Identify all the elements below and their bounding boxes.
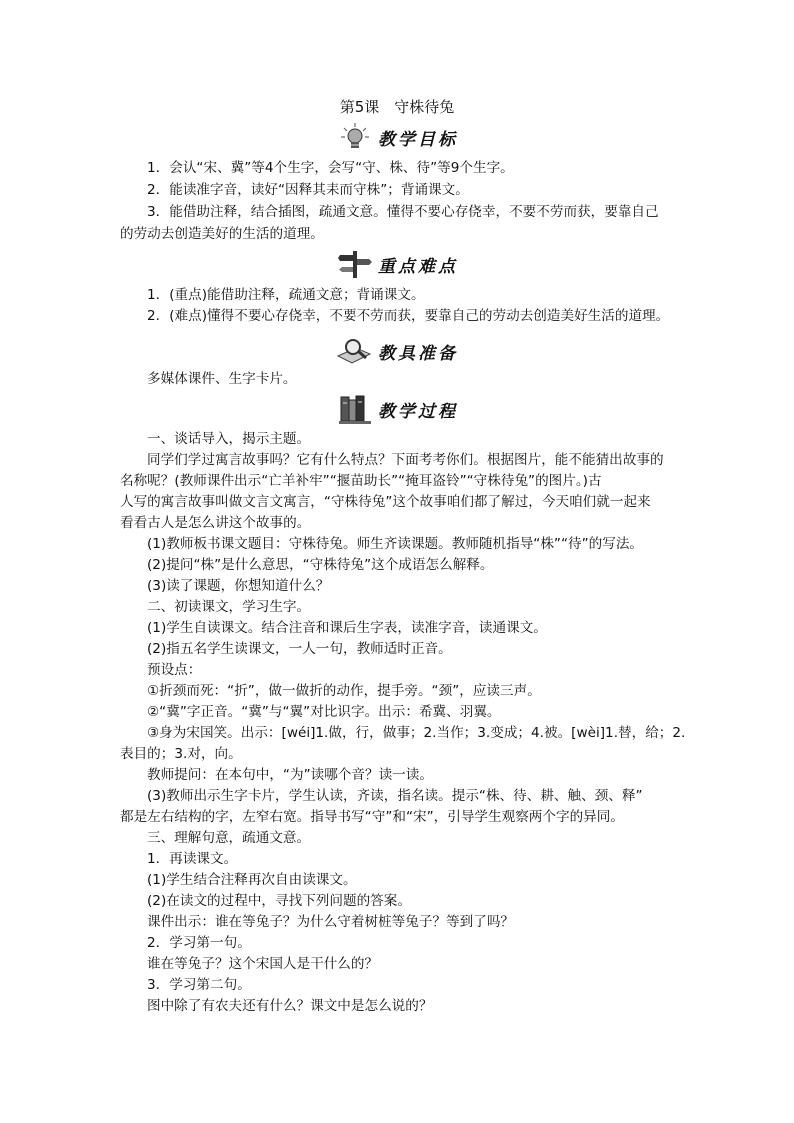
section-header-keypoints bbox=[0, 247, 794, 281]
goal-line: 2．能读准字音，读好“因释其耒而守株”；背诵课文。 bbox=[147, 182, 469, 198]
process-line: 谁在等兔子？这个宋国人是干什么的？ bbox=[147, 956, 379, 972]
process-line: ③身为宋国笑。出示：[wéi]1.做，行，做事；2.当作；3.变成；4.被。[wèi]1.替，给；2. bbox=[147, 725, 686, 741]
process-line: (1)学生结合注释再次自由读课文。 bbox=[147, 872, 357, 888]
materials-line: 多媒体课件、生字卡片。 bbox=[147, 371, 297, 387]
section-title: 教学过程 bbox=[378, 401, 458, 422]
process-line: (1)学生自读课文。结合注音和课后生字表，读准字音，读通课文。 bbox=[147, 620, 547, 636]
process-line: (2)在读文的过程中，寻找下列问题的答案。 bbox=[147, 893, 411, 909]
process-line: 预设点： bbox=[147, 662, 202, 678]
process-line: (2)提问“株”是什么意思，“守株待兔”这个成语怎么解释。 bbox=[147, 557, 494, 573]
process-line: 图中除了有农夫还有什么？课文中是怎么说的？ bbox=[147, 998, 433, 1014]
section-header-process bbox=[0, 392, 794, 426]
process-line: 同学们学过寓言故事吗？它有什么特点？下面考考你们。根据图片，能不能猜出故事的 bbox=[147, 452, 664, 468]
process-line: 2．学习第一句。 bbox=[147, 935, 251, 951]
section-header-goals bbox=[0, 120, 794, 154]
section-header-materials bbox=[0, 334, 794, 368]
process-heading: 一、谈话导入，揭示主题。 bbox=[147, 431, 311, 447]
process-line: 3．学习第二句。 bbox=[147, 977, 251, 993]
process-heading: 三、理解句意，疏通文意。 bbox=[147, 830, 311, 846]
process-line: (1)教师板书课文题目：守株待兔。师生齐读课题。教师随机指导“株”“待”的写法。 bbox=[147, 536, 644, 552]
process-line: 看看古人是怎么讲这个故事的。 bbox=[120, 515, 311, 531]
section-title: 教学目标 bbox=[378, 129, 458, 150]
process-line: (3)读了课题，你想知道什么？ bbox=[147, 578, 330, 594]
process-line: 课件出示：谁在等兔子？为什么守着树桩等兔子？等到了吗？ bbox=[147, 914, 515, 930]
process-heading: 二、初读课文，学习生字。 bbox=[147, 599, 311, 615]
process-line: ②“冀”字正音。“冀”与“翼”对比识字。出示：希冀、羽翼。 bbox=[147, 704, 501, 720]
lightbulb-icon bbox=[336, 121, 374, 153]
process-line: 教师提问：在本句中，“为”读哪个音？读一读。 bbox=[147, 767, 433, 783]
goal-line: 3．能借助注释，结合插图，疏通文意。懂得不要心存侥幸，不要不劳而获，要靠自己 bbox=[147, 204, 659, 220]
goal-line: 1．会认“宋、冀”等4个生字，会写“守、株、待”等9个生字。 bbox=[147, 160, 514, 176]
keypoint-line: 1．(重点)能借助注释，疏通文意；背诵课文。 bbox=[147, 287, 425, 303]
process-line: (3)教师出示生字卡片，学生认读，齐读，指名读。提示“株、待、耕、触、颈、释” bbox=[147, 788, 643, 804]
magnifier-icon bbox=[336, 335, 374, 367]
process-line: 名称呢？(教师课件出示“亡羊补牢”“揠苗助长”“掩耳盗铃”“守株待兔”的图片。)古 bbox=[120, 473, 602, 489]
process-line: (2)指五名学生读课文，一人一句，教师适时正音。 bbox=[147, 641, 452, 657]
section-title: 重点难点 bbox=[378, 256, 458, 277]
lesson-title: 第5课 守株待兔 bbox=[339, 98, 455, 116]
process-line: 1．再读课文。 bbox=[147, 851, 238, 867]
process-line: 人写的寓言故事叫做文言文寓言，“守株待兔”这个故事咱们都了解过，今天咱们就一起来 bbox=[120, 494, 651, 510]
section-title: 教具准备 bbox=[378, 343, 458, 364]
process-line: 表目的；3.对，向。 bbox=[120, 746, 242, 762]
keypoint-line: 2．(难点)懂得不要心存侥幸，不要不劳而获，要靠自己的劳动去创造美好生活的道理。 bbox=[147, 308, 670, 324]
process-line: 都是左右结构的字，左窄右宽。指导书写“守”和“宋”，引导学生观察两个字的异同。 bbox=[120, 809, 624, 825]
goal-line: 的劳动去创造美好的生活的道理。 bbox=[120, 226, 324, 242]
process-line: ①折颈而死：“折”，做一做折的动作，提手旁。“颈”，应读三声。 bbox=[147, 683, 541, 699]
signpost-icon bbox=[336, 248, 374, 280]
books-icon bbox=[336, 393, 374, 425]
